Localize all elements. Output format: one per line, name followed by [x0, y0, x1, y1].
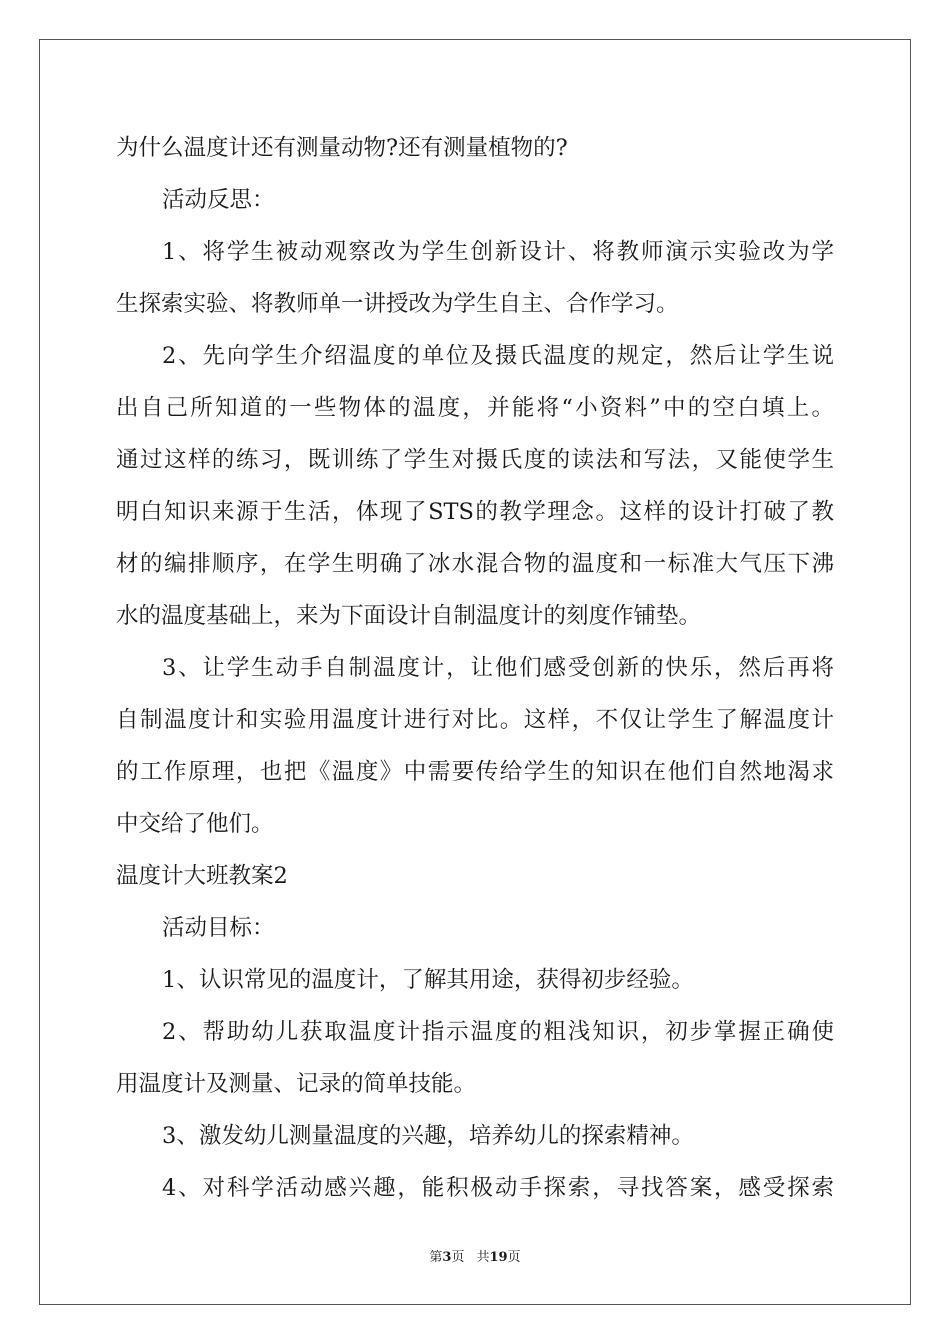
paragraph-line: 的工作原理，也把《温度》中需要传给学生的知识在他们自然地渴求: [116, 759, 834, 785]
paragraph-line: 3、让学生动手自制温度计，让他们感受创新的快乐，然后再将: [162, 655, 834, 681]
section-heading: 温度计大班教案2: [116, 863, 288, 889]
paragraph-line: 生探索实验、将教师单一讲授改为学生自主、合作学习。: [116, 291, 679, 317]
paragraph-line: 中交给了他们。: [116, 811, 274, 837]
section-label-reflection: 活动反思：: [162, 187, 275, 213]
paragraph-line: 1、将学生被动观察改为学生创新设计、将教师演示实验改为学: [162, 239, 834, 265]
total-prefix: 共: [476, 1250, 490, 1265]
paragraph-line: 1、认识常见的温度计，了解其用途，获得初步经验。: [162, 967, 694, 993]
paragraph-line: 通过这样的练习，既训练了学生对摄氏度的读法和写法，又能使学生: [116, 447, 834, 473]
section-label-goals: 活动目标：: [162, 915, 275, 941]
page-prefix: 第: [429, 1250, 443, 1265]
page-suffix: 页: [451, 1250, 465, 1265]
document-body: [116, 122, 834, 1214]
paragraph-line: 为什么温度计还有测量动物?还有测量植物的?: [116, 135, 568, 161]
paragraph-line: 出自己所知道的一些物体的温度，并能将“小资料”中的空白填上。: [116, 395, 834, 421]
paragraph-line: 水的温度基础上，来为下面设计自制温度计的刻度作铺垫。: [116, 603, 702, 629]
total-suffix: 页: [507, 1250, 521, 1265]
paragraph-line: 4、对科学活动感兴趣，能积极动手探索，寻找答案，感受探索: [162, 1175, 834, 1201]
page-footer: [0, 1246, 950, 1265]
paragraph-line: 自制温度计和实验用温度计进行对比。这样，不仅让学生了解温度计: [116, 707, 834, 733]
paragraph-line: 用温度计及测量、记录的简单技能。: [116, 1071, 477, 1097]
paragraph-line: 2、帮助幼儿获取温度计指示温度的粗浅知识，初步掌握正确使: [162, 1019, 834, 1045]
page-current: 3: [442, 1250, 452, 1265]
paragraph-line: 材的编排顺序，在学生明确了冰水混合物的温度和一标准大气压下沸: [116, 551, 834, 577]
paragraph-line: 明白知识来源于生活，体现了STS的教学理念。这样的设计打破了教: [116, 499, 834, 525]
paragraph-line: 3、激发幼儿测量温度的兴趣，培养幼儿的探索精神。: [162, 1123, 694, 1149]
paragraph-line: 2、先向学生介绍温度的单位及摄氏温度的规定，然后让学生说: [162, 343, 834, 369]
total-pages: 19: [489, 1250, 508, 1265]
